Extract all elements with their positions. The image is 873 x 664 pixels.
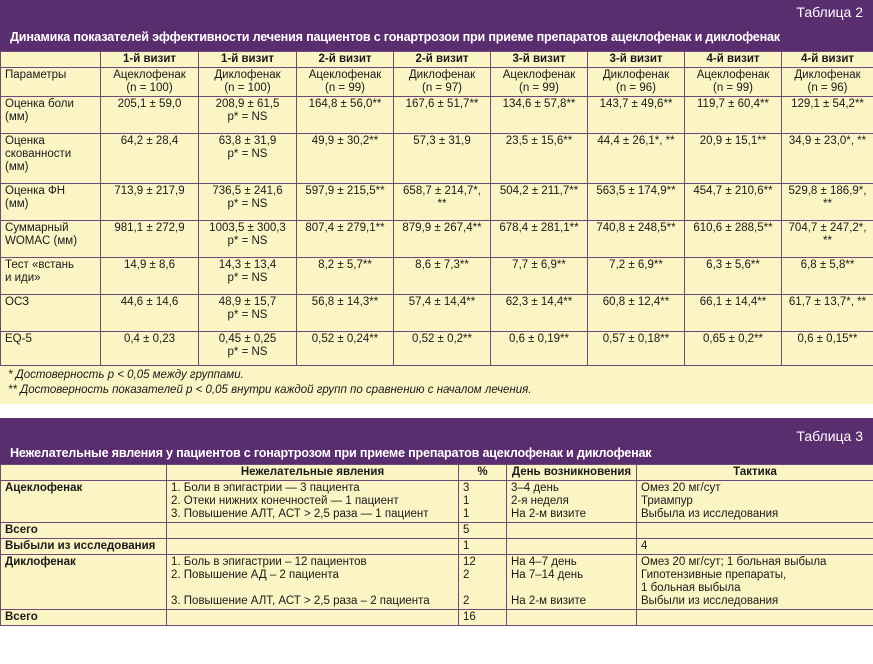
table2-note-2: ** Достоверность показателей p < 0,05 внутри каждой групп по сравнению с началом лечения. bbox=[8, 384, 532, 396]
table2-value-line: 7,2 ± 6,9** bbox=[609, 259, 663, 271]
table2-param-header: Параметры bbox=[1, 68, 101, 97]
table2-param-cell bbox=[1, 97, 101, 134]
table2-value-line: 658,7 ± 214,7*, bbox=[403, 185, 481, 197]
table3-events-cell bbox=[167, 481, 459, 523]
table2-value-cell bbox=[685, 134, 782, 184]
table3-tactic-line: Гипотензивные препараты, bbox=[641, 569, 787, 581]
table2-value-line: 0,6 ± 0,15** bbox=[797, 333, 858, 345]
table3-row bbox=[1, 523, 873, 539]
table2-value-cell bbox=[297, 258, 394, 295]
table3-pct-line: 3 bbox=[463, 482, 470, 494]
table2-value-line: 20,9 ± 15,1** bbox=[699, 135, 767, 147]
table3-events-cell bbox=[167, 539, 459, 555]
table2-value-cell bbox=[297, 184, 394, 221]
table2-param-line: Оценка ФН bbox=[5, 185, 66, 197]
table2-group-header bbox=[588, 68, 685, 97]
table2-param-line: Оценка bbox=[5, 135, 45, 147]
table2-value-cell bbox=[394, 184, 491, 221]
table2-value-cell bbox=[588, 97, 685, 134]
table2-value-cell bbox=[782, 295, 873, 332]
table2-value-line: 134,6 ± 57,8** bbox=[502, 98, 576, 110]
table2-value-line: 610,6 ± 288,5** bbox=[693, 222, 773, 234]
table2-value-cell bbox=[685, 221, 782, 258]
table3-pct-cell bbox=[459, 610, 507, 626]
table2-value-line: p* = NS bbox=[227, 235, 268, 247]
table3-group-cell: Диклофенак bbox=[1, 555, 167, 610]
table2-value-cell bbox=[491, 184, 588, 221]
table3-title: Нежелательные явления у пациентов с гонартрозом при приеме препаратов ацеклофенак и диклофенак bbox=[10, 446, 652, 460]
table3-events-line: 3. Повышение АЛТ, АСТ > 2,5 раза — 1 пациент bbox=[171, 508, 429, 520]
table3-pct-line: 2 bbox=[463, 569, 470, 581]
table3-tactic-line: Омез 20 мг/сут; 1 больная выбыла bbox=[641, 556, 827, 568]
table2-number: Таблица 2 bbox=[796, 4, 863, 20]
table2-group-line: Диклофенак bbox=[408, 69, 476, 81]
table2-corner-cell bbox=[1, 52, 101, 68]
table2-value-line: 60,8 ± 12,4** bbox=[602, 296, 670, 308]
table2-value-cell bbox=[199, 332, 297, 366]
table2-row bbox=[1, 258, 873, 295]
table2-group-line: (n = 96) bbox=[616, 82, 656, 94]
table3-pct-cell bbox=[459, 523, 507, 539]
table3-header-cell bbox=[1, 465, 167, 481]
table2-group-line: (n = 97) bbox=[422, 82, 462, 94]
table2-value-line: 143,7 ± 49,6** bbox=[599, 98, 673, 110]
table2-value-line: 0,57 ± 0,18** bbox=[602, 333, 670, 345]
table2-value-cell bbox=[782, 258, 873, 295]
table2-value-line: p* = NS bbox=[227, 346, 268, 358]
table3-day-cell bbox=[507, 523, 637, 539]
table2-value-line: 7,7 ± 6,9** bbox=[512, 259, 566, 271]
table2-value-cell bbox=[101, 295, 199, 332]
table2-value-line: 529,8 ± 186,9*, bbox=[788, 185, 867, 197]
table3-pct-line: 1 bbox=[463, 495, 470, 507]
table2-value-line: 119,7 ± 60,4** bbox=[697, 98, 769, 110]
table2-value-line: 48,9 ± 15,7 bbox=[218, 296, 277, 308]
table2-value-line: 61,7 ± 13,7*, ** bbox=[788, 296, 867, 308]
table2-value-line: p* = NS bbox=[227, 148, 268, 160]
table3-day-cell bbox=[507, 555, 637, 610]
table2-group-line: (n = 100) bbox=[126, 82, 173, 94]
table2-value-line: 736,5 ± 241,6 bbox=[212, 185, 283, 197]
table2-group-line: Диклофенак bbox=[794, 69, 861, 81]
table2-value-cell bbox=[101, 134, 199, 184]
table2-row bbox=[1, 221, 873, 258]
table3-tactic-line: Омез 20 мг/сут bbox=[641, 482, 721, 494]
table2-value-line: 704,7 ± 247,2*, ** bbox=[788, 222, 867, 247]
table2-value-cell bbox=[685, 184, 782, 221]
table3-tactic-cell bbox=[637, 539, 873, 555]
table2-param-line: EQ-5 bbox=[5, 333, 32, 345]
table2-value-line: 879,9 ± 267,4** bbox=[402, 222, 482, 234]
table2-visit-header: 1-й визит bbox=[101, 52, 199, 68]
table2-value-cell bbox=[199, 221, 297, 258]
table3-events-line: 3. Повышение АЛТ, АСТ > 2,5 раза – 2 пациента bbox=[171, 595, 430, 607]
table3-pct-line bbox=[463, 582, 502, 595]
table2-group-line: Ацеклофенак bbox=[502, 69, 576, 81]
table2-value-line: 66,1 ± 14,4** bbox=[699, 296, 767, 308]
table3-row bbox=[1, 539, 873, 555]
table3-group-cell: Ацеклофенак bbox=[1, 481, 167, 523]
table2-value-cell bbox=[588, 332, 685, 366]
table2-group-header bbox=[101, 68, 199, 97]
table2-param-line: ОСЗ bbox=[5, 296, 30, 308]
table2-value-cell bbox=[297, 221, 394, 258]
table2-value-line: 64,2 ± 28,4 bbox=[120, 135, 179, 147]
table2-value-line: 8,6 ± 7,3** bbox=[415, 259, 469, 271]
table2-value-line: 6,3 ± 5,6** bbox=[706, 259, 760, 271]
table2-param-line: (мм) bbox=[5, 198, 29, 210]
table3-day-line: 2-я неделя bbox=[511, 495, 569, 507]
table2-param-line: Тест «встань bbox=[5, 259, 74, 271]
table2-value-cell bbox=[782, 134, 873, 184]
table2-value-line: 0,52 ± 0,2** bbox=[411, 333, 473, 345]
table3-pct-line: 5 bbox=[463, 524, 470, 536]
table3-day-line bbox=[511, 582, 632, 595]
table2-value-line: 678,4 ± 281,1** bbox=[499, 222, 579, 234]
table2-value-cell bbox=[297, 134, 394, 184]
table2-value-cell bbox=[782, 332, 873, 366]
table2-value-cell bbox=[101, 184, 199, 221]
table2-group-line: (n = 100) bbox=[224, 82, 271, 94]
table3-events-line bbox=[171, 582, 454, 595]
table2-value-line: 807,4 ± 279,1** bbox=[305, 222, 385, 234]
table2-value-cell bbox=[782, 184, 873, 221]
table2-visit-header: 2-й визит bbox=[394, 52, 491, 68]
table2-value-line: 205,1 ± 59,0 bbox=[117, 98, 182, 110]
table3 bbox=[0, 464, 873, 626]
table3-group-cell: Выбыли из исследования bbox=[1, 539, 167, 555]
table3-pct-line: 12 bbox=[463, 556, 476, 568]
table3-header-cell: % bbox=[459, 465, 507, 481]
table2-value-cell bbox=[685, 97, 782, 134]
table2-value-line: ** bbox=[823, 198, 832, 210]
table2-value-line: 129,1 ± 54,2** bbox=[791, 98, 864, 110]
table2-row bbox=[1, 332, 873, 366]
table2-value-cell bbox=[782, 97, 873, 134]
table2-value-line: 454,7 ± 210,6** bbox=[693, 185, 773, 197]
table2-param-cell bbox=[1, 332, 101, 366]
table3-tactic-cell bbox=[637, 610, 873, 626]
table2-value-cell bbox=[394, 134, 491, 184]
table2-visit-header: 3-й визит bbox=[588, 52, 685, 68]
table2-value-line: p* = NS bbox=[227, 198, 268, 210]
table3-tactic-cell bbox=[637, 555, 873, 610]
table2-value-cell bbox=[394, 295, 491, 332]
table2-value-line: 597,9 ± 215,5** bbox=[305, 185, 385, 197]
table2-value-cell bbox=[491, 332, 588, 366]
table3-tactic-cell bbox=[637, 481, 873, 523]
table2-value-line: 504,2 ± 211,7** bbox=[499, 185, 579, 197]
table2-param-line: WOMAC (мм) bbox=[5, 235, 78, 247]
table3-events-line: 1. Боль в эпигастрии – 12 пациентов bbox=[171, 556, 367, 568]
table3-header-cell: Нежелательные явления bbox=[167, 465, 459, 481]
table2-param-line: и иди» bbox=[5, 272, 41, 284]
table2-visit-header: 4-й визит bbox=[685, 52, 782, 68]
table2-value-line: 63,8 ± 31,9 bbox=[218, 135, 277, 147]
table2-row bbox=[1, 134, 873, 184]
table3-events-line: 2. Повышение АД – 2 пациента bbox=[171, 569, 339, 581]
table3-group-cell: Всего bbox=[1, 523, 167, 539]
table2-param-line: скованности bbox=[5, 148, 72, 160]
table2-param-line: (мм) bbox=[5, 111, 29, 123]
table3-day-cell bbox=[507, 481, 637, 523]
table2-group-line: (n = 96) bbox=[807, 82, 848, 94]
table2-value-line: 0,65 ± 0,2** bbox=[702, 333, 764, 345]
table3-day-line: На 2-м визите bbox=[511, 595, 586, 607]
table2-row bbox=[1, 97, 873, 134]
table2-value-cell bbox=[199, 134, 297, 184]
table2-param-line: (мм) bbox=[5, 161, 29, 173]
table3-pct-line: 16 bbox=[463, 611, 476, 623]
table2-value-cell bbox=[297, 97, 394, 134]
table3-row bbox=[1, 481, 873, 523]
table2-value-cell bbox=[394, 332, 491, 366]
table2-group-line: (n = 99) bbox=[519, 82, 559, 94]
table2-value-line: p* = NS bbox=[227, 272, 268, 284]
table3-header-cell: День возникновения bbox=[507, 465, 637, 481]
table3-header-row bbox=[1, 465, 873, 481]
table2-value-line: 23,5 ± 15,6** bbox=[505, 135, 573, 147]
table2-note-1: * Достоверность p < 0,05 между группами. bbox=[8, 369, 244, 381]
table2-value-line: 0,4 ± 0,23 bbox=[123, 333, 176, 345]
table2-value-line: 740,8 ± 248,5** bbox=[596, 222, 676, 234]
table2-value-line: p* = NS bbox=[227, 111, 268, 123]
table3-events-line: 1. Боли в эпигастрии — 3 пациента bbox=[171, 482, 360, 494]
table2-value-line: ** bbox=[437, 198, 447, 210]
table3-row bbox=[1, 555, 873, 610]
table2-param-line: Оценка боли bbox=[5, 98, 74, 110]
table2-group-header bbox=[782, 68, 873, 97]
table2-value-line: 44,4 ± 26,1*, ** bbox=[597, 135, 675, 147]
table3-tactic-line: 1 больная выбыла bbox=[641, 582, 741, 594]
table3-block bbox=[0, 418, 873, 664]
table3-pct-line: 1 bbox=[463, 540, 470, 552]
table3-day-cell bbox=[507, 610, 637, 626]
table2-value-cell bbox=[491, 134, 588, 184]
table3-day-line: На 7–14 день bbox=[511, 569, 584, 581]
table2-group-line: Ацеклофенак bbox=[696, 69, 770, 81]
table2-value-line: 0,45 ± 0,25 bbox=[218, 333, 277, 345]
table2-param-cell bbox=[1, 134, 101, 184]
table2-value-cell bbox=[588, 134, 685, 184]
table2-value-line: 14,3 ± 13,4 bbox=[218, 259, 277, 271]
table2-title: Динамика показателей эффективности лечения пациентов с гонартрозои при приеме препаратов ацеклофенак и диклофенак bbox=[10, 30, 780, 44]
table2-value-line: 44,6 ± 14,6 bbox=[120, 296, 179, 308]
table3-pct-cell bbox=[459, 481, 507, 523]
table3-header-cell: Тактика bbox=[637, 465, 873, 481]
table3-tactic-line: Триампур bbox=[641, 495, 693, 507]
table2-value-cell bbox=[394, 221, 491, 258]
table2-value-line: 57,3 ± 31,9 bbox=[413, 135, 471, 147]
table2-value-line: 713,9 ± 217,9 bbox=[114, 185, 185, 197]
table2-value-cell bbox=[101, 332, 199, 366]
table3-events-cell bbox=[167, 555, 459, 610]
table3-tactic-line: Выбыли из исследования bbox=[641, 595, 779, 607]
table2-param-cell bbox=[1, 221, 101, 258]
table2-value-cell bbox=[101, 221, 199, 258]
table2-param-line: Суммарный bbox=[5, 222, 69, 234]
table2-value-cell bbox=[588, 295, 685, 332]
table3-day-line: 3–4 день bbox=[511, 482, 559, 494]
table2-value-cell bbox=[685, 295, 782, 332]
table2-visit-header: 4-й визит bbox=[782, 52, 873, 68]
table2-value-line: 0,52 ± 0,24** bbox=[311, 333, 379, 345]
table2-group-header bbox=[685, 68, 782, 97]
table2-value-line: 8,2 ± 5,7** bbox=[318, 259, 372, 271]
table2-value-cell bbox=[297, 295, 394, 332]
table2-group-header bbox=[199, 68, 297, 97]
table3-group-cell: Всего bbox=[1, 610, 167, 626]
table2-value-line: 57,4 ± 14,4** bbox=[408, 296, 476, 308]
table2-value-cell bbox=[199, 295, 297, 332]
table2-value-line: 14,9 ± 8,6 bbox=[123, 259, 176, 271]
table2-value-line: 56,8 ± 14,3** bbox=[311, 296, 379, 308]
table2-group-header bbox=[297, 68, 394, 97]
table3-events-cell bbox=[167, 523, 459, 539]
table2-group-header-row bbox=[1, 68, 873, 97]
table2-value-line: 563,5 ± 174,9** bbox=[596, 185, 676, 197]
table2-value-cell bbox=[685, 332, 782, 366]
table2-visit-header: 3-й визит bbox=[491, 52, 588, 68]
table3-pct-cell bbox=[459, 555, 507, 610]
table2-param-cell bbox=[1, 258, 101, 295]
table2-row bbox=[1, 295, 873, 332]
table3-pct-line: 2 bbox=[463, 595, 470, 607]
table2-value-line: 208,9 ± 61,5 bbox=[215, 98, 280, 110]
table3-tactic-cell bbox=[637, 523, 873, 539]
table2 bbox=[0, 51, 873, 366]
table2-value-cell bbox=[588, 221, 685, 258]
table3-events-line: 2. Отеки нижних конечностей — 1 пациент bbox=[171, 495, 399, 507]
table2-value-cell bbox=[297, 332, 394, 366]
table3-pct-line: 1 bbox=[463, 508, 470, 520]
table2-value-line: 167,6 ± 51,7** bbox=[405, 98, 479, 110]
table2-group-line: (n = 99) bbox=[325, 82, 365, 94]
table2-value-cell bbox=[199, 258, 297, 295]
table2-value-cell bbox=[394, 258, 491, 295]
table2-value-line: 34,9 ± 23,0*, ** bbox=[788, 135, 867, 147]
table3-day-line: На 4–7 день bbox=[511, 556, 577, 568]
table2-group-line: Диклофенак bbox=[214, 69, 281, 81]
table2-value-line: 1003,5 ± 300,3 bbox=[209, 222, 286, 234]
table2-visit-header: 1-й визит bbox=[199, 52, 297, 68]
table2-value-cell bbox=[491, 221, 588, 258]
table2-value-line: 6,8 ± 5,8** bbox=[800, 259, 855, 271]
table2-value-line: 0,6 ± 0,19** bbox=[508, 333, 570, 345]
table2-value-cell bbox=[588, 258, 685, 295]
table2-value-line: 981,1 ± 272,9 bbox=[114, 222, 185, 234]
table3-events-cell bbox=[167, 610, 459, 626]
table2-group-line: Ацеклофенак bbox=[308, 69, 382, 81]
table2-value-cell bbox=[491, 295, 588, 332]
table2-row bbox=[1, 184, 873, 221]
table2-value-cell bbox=[782, 221, 873, 258]
table2-param-cell bbox=[1, 295, 101, 332]
table2-group-line: Диклофенак bbox=[602, 69, 670, 81]
table2-group-line: (n = 99) bbox=[713, 82, 753, 94]
table3-number: Таблица 3 bbox=[796, 428, 863, 444]
table2-visit-header-row bbox=[1, 52, 873, 68]
table2-value-line: 62,3 ± 14,4** bbox=[505, 296, 573, 308]
table2-group-header bbox=[491, 68, 588, 97]
table2-value-cell bbox=[491, 258, 588, 295]
table2-value-cell bbox=[588, 184, 685, 221]
table3-tactic-line: 4 bbox=[641, 540, 648, 552]
table2-value-cell bbox=[101, 97, 199, 134]
table2-value-cell bbox=[491, 97, 588, 134]
table3-row bbox=[1, 610, 873, 626]
table2-value-line: p* = NS bbox=[227, 309, 268, 321]
table3-header-band bbox=[0, 418, 873, 464]
table2-notes bbox=[0, 366, 873, 404]
table3-day-cell bbox=[507, 539, 637, 555]
table2-value-cell bbox=[199, 97, 297, 134]
table2-group-line: Ацеклофенак bbox=[113, 69, 186, 81]
table3-pct-cell bbox=[459, 539, 507, 555]
table2-value-cell bbox=[101, 258, 199, 295]
table2-value-cell bbox=[199, 184, 297, 221]
table2-header-band bbox=[0, 0, 873, 51]
table3-day-line: На 2-м визите bbox=[511, 508, 586, 520]
table2-param-cell bbox=[1, 184, 101, 221]
table2-value-line: 49,9 ± 30,2** bbox=[311, 135, 379, 147]
table2-visit-header: 2-й визит bbox=[297, 52, 394, 68]
table2-value-cell bbox=[394, 97, 491, 134]
table3-tactic-line: Выбыла из исследования bbox=[641, 508, 779, 520]
table2-group-header bbox=[394, 68, 491, 97]
table2-value-line: 164,8 ± 56,0** bbox=[308, 98, 382, 110]
table2-value-cell bbox=[685, 258, 782, 295]
